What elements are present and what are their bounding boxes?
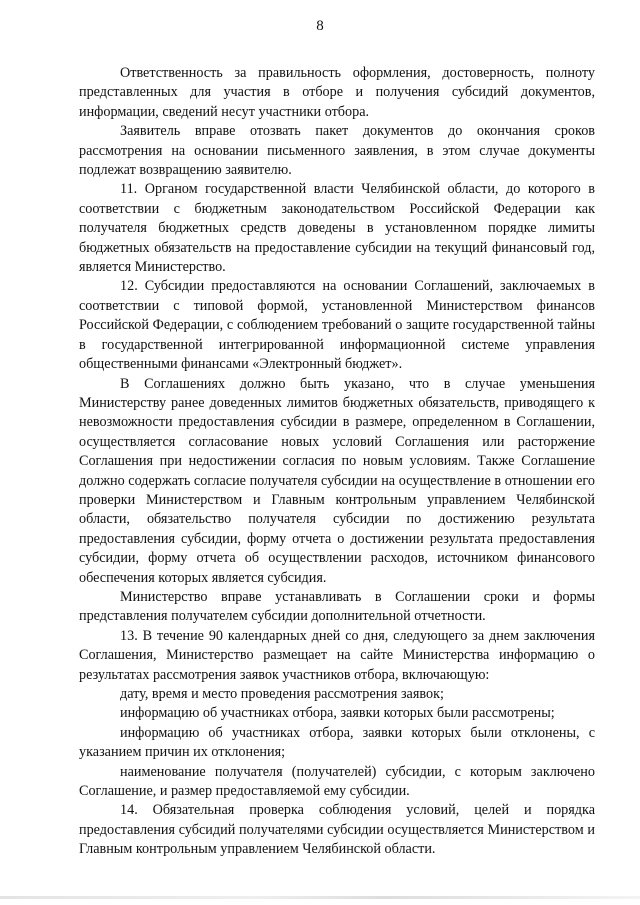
paragraph-12: 12. Субсидии предоставляются на основании Соглашений, заключаемых в соответствии с типовой формой, установленной Министерством финансов Российской Федерации, с соблюдением требований о защите государственной тайны в государственной интегрированной информационной системе управления общественными финансами «Электронный бюджет». (79, 278, 595, 373)
paragraph-11: 11. Органом государственной власти Челябинской области, до которого в соответствии с бюджетным законодательством Российской Федерации как получателя бюджетных средств доведены в установленном порядке лимиты бюджетных обязательств на предоставление субсидии на текущий финансовый год, является Министерство. (79, 181, 595, 276)
list-item-rejected-participants: информацию об участниках отбора, заявки которых были отклонены, с указанием причин их отклонения; (79, 724, 595, 761)
paragraph-14: 14. Обязательная проверка соблюдения условий, целей и порядка предоставления субсидий получателями субсидии осуществляется Министерством и Главным контрольным управлением Челябинской области. (79, 802, 595, 858)
list-item-recipient-name: наименование получателя (получателей) субсидии, с которым заключено Соглашение, и размер предоставляемой ему субсидии. (79, 763, 595, 800)
paragraph-withdrawal: Заявитель вправе отозвать пакет документов до окончания сроков рассмотрения на основании письменного заявления, в этом случае документы подлежат возвращению заявителю. (79, 123, 595, 179)
paragraph-additional-reporting: Министерство вправе устанавливать в Соглашении сроки и формы представления получателем субсидии дополнительной отчетности. (79, 588, 595, 625)
list-item-date-time-place: дату, время и место проведения рассмотрения заявок; (120, 686, 444, 702)
paragraph-agreements: В Соглашениях должно быть указано, что в случае уменьшения Министерству ранее доведенных лимитов бюджетных обязательств, приводящего к невозможности предоставления субсидии в размере, определенном в Соглашении, осуществляется согласование новых условий Соглашения или расторжение Соглашения при недостижении согласия по новым условиям. Также Соглашение должно содержать согласие получателя субсидии на осуществление в отношении его проверки Министерством и Главным контрольным управлением Челябинской области, обязательство получателя субсидии по достижению результата предоставления субсидии, форму отчета о достижении результата предоставления субсидии, форму отчета об осуществлении расходов, источником финансового обеспечения которых является субсидия. (79, 375, 595, 586)
list-item-reviewed-participants: информацию об участниках отбора, заявки которых были рассмотрены; (120, 705, 555, 722)
page-number: 8 (316, 18, 324, 34)
document-body (79, 64, 595, 860)
paragraph-13: 13. В течение 90 календарных дней со дня, следующего за днем заключения Соглашения, Министерство размещает на сайте Министерства информацию о результатах рассмотрения заявок участников отбора, включающую: (79, 627, 595, 683)
paragraph-responsibility: Ответственность за правильность оформления, достоверность, полноту представленных для участия в отборе и получения субсидий документов, информации, сведений несут участники отбора. (79, 65, 595, 120)
scan-edge-line (0, 896, 640, 899)
